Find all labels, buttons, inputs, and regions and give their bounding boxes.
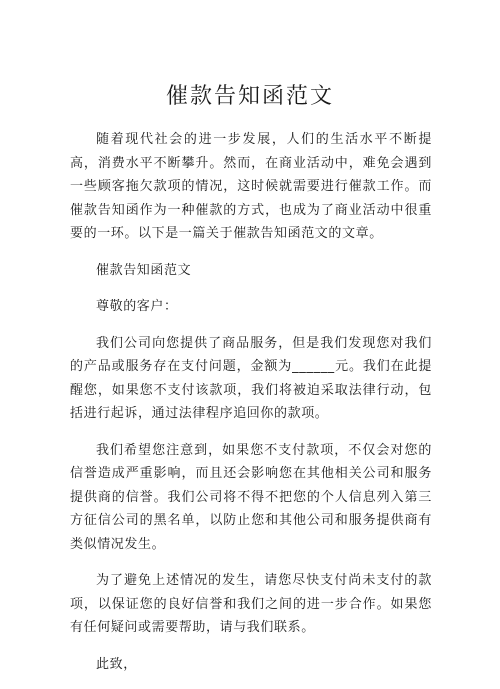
body-paragraph: 我们公司向您提供了商品服务，但是我们发现您对我们的产品或服务存在支付问题，金额为______元。我们在此提醒您，如果您不支付该款项，我们将被迫采取法律行动，包括进行起诉，通过法律程序追回你的款项。: [70, 335, 432, 421]
closing: 此致，: [96, 656, 137, 672]
body-paragraph: 我们希望您注意到，如果您不支付款项，不仅会对您的信誉造成严重影响，而且还会影响您在其他相关公司和服务提供商的信誉。我们公司将不得不把您的个人信息列入第三方征信公司的黑名单，以防止您和其他公司和服务提供商有类似情况发生。: [70, 442, 432, 552]
salutation: 尊敬的客户：: [96, 299, 178, 314]
document-title: 催款告知函范文: [165, 84, 334, 109]
letter-subtitle: 催款告知函范文: [96, 262, 192, 278]
body-paragraph: 为了避免上述情况的发生，请您尽快支付尚未支付的款项，以保证您的良好信誉和我们之间的进一步合作。如果您有任何疑问或需要帮助，请与我们联系。: [70, 573, 432, 635]
document-body: [70, 128, 432, 689]
intro-paragraph: 随着现代社会的进一步发展，人们的生活水平不断提高，消费水平不断攀升。然而，在商业活动中，难免会遇到一些顾客拖欠款项的情况，这时候就需要进行催款工作。而催款告知函作为一种催款的方式，也成为了商业活动中很重要的一环。以下是一篇关于催款告知函范文的文章。: [70, 132, 432, 241]
